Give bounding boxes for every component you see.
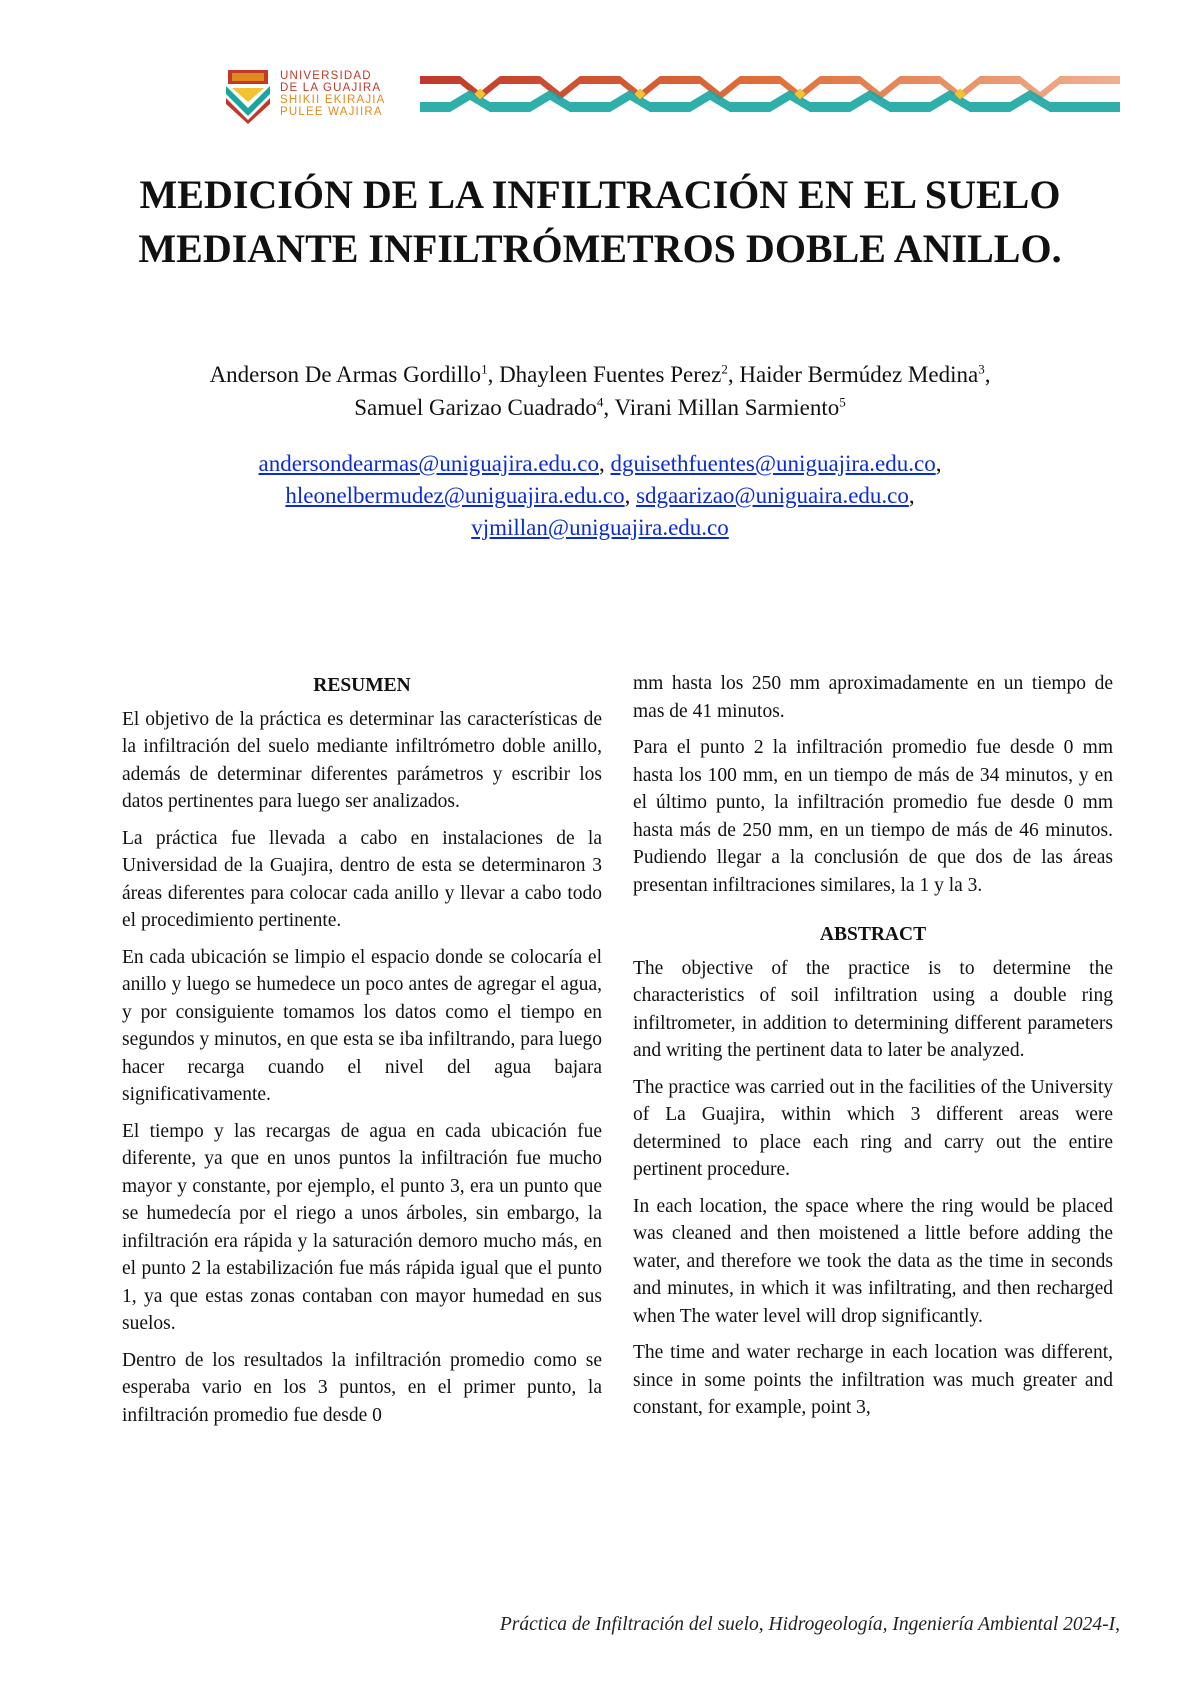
abstract-paragraph: In each location, the space where the ring would be placed was cleaned and then moistened a little before adding the water, and therefore we took the data as the time in seconds and minutes, in which it was infiltrating, and then recharged when The water level will drop significantly.: [633, 1195, 1113, 1327]
resumen-paragraph: Para el punto 2 la infiltración promedio fue desde 0 mm hasta los 100 mm, en un tiempo de más de 34 minutos, y en el último punto, la infiltración promedio fue desde 0 mm hasta más de 250 mm, en un tiempo de más de 46 minutos. Pudiendo llegar a la conclusión de que dos de las áreas presentan infiltraciones similares, la 1 y la 3.: [633, 737, 1113, 896]
author-affiliation: 3: [978, 361, 985, 377]
author-list: [100, 358, 1100, 424]
author-affiliation: 5: [839, 394, 846, 410]
logo-text: [280, 70, 386, 118]
logo-line: SHIKII EKIRAJIA: [280, 94, 386, 106]
resumen-paragraph: Dentro de los resultados la infiltración promedio como se esperaba vario en los 3 puntos, en el primer punto, la infiltración promedio fue desde 0: [122, 1349, 602, 1426]
logo-line: UNIVERSIDAD: [280, 70, 372, 82]
author-name: Dhayleen Fuentes Perez: [499, 362, 722, 387]
separator: ,: [908, 483, 915, 508]
separator: ,: [603, 395, 615, 420]
left-column: [122, 672, 602, 1438]
separator: ,: [624, 483, 637, 508]
author-name: Virani Millan Sarmiento: [614, 395, 840, 420]
page-footer: Práctica de Infiltración del suelo, Hidrogeología, Ingeniería Ambiental 2024-I,: [499, 1614, 1120, 1635]
resumen-paragraph: El objetivo de la práctica es determinar las características de la infiltración del suelo mediante infiltrómetro doble anillo, además de determinar diferentes parámetros y escribir los datos pertinentes para luego ser analizados.: [122, 708, 602, 812]
email-link[interactable]: vjmillan@uniguajira.edu.co: [471, 515, 729, 540]
resumen-heading: RESUMEN: [313, 675, 411, 696]
email-link[interactable]: dguisethfuentes@uniguajira.edu.co: [610, 451, 936, 476]
resumen-paragraph: mm hasta los 250 mm aproximadamente en un tiempo de mas de 41 minutos.: [633, 673, 1113, 722]
resumen-paragraph: En cada ubicación se limpio el espacio donde se colocaría el anillo y luego se humedece un poco antes de agregar el agua, y por consiguiente tomamos los datos como el tiempo en segundos y minutos, en que esta se iba infiltrando, para luego hacer recarga cuando el nivel del agua bajara significativamente.: [122, 946, 602, 1105]
email-link[interactable]: sdgaarizao@uniguaira.edu.co: [636, 483, 909, 508]
paper-title: MEDICIÓN DE LA INFILTRACIÓN EN EL SUELO MEDIANTE INFILTRÓMETROS DOBLE ANILLO.: [138, 172, 1062, 271]
abstract-paragraph: The objective of the practice is to determine the characteristics of soil infiltration using a double ring infiltrometer, in addition to determining different parameters and writing the pertinent data to later be analyzed.: [633, 957, 1113, 1061]
separator: ,: [487, 362, 500, 387]
university-logo: [222, 68, 412, 124]
author-name: Haider Bermúdez Medina: [739, 362, 979, 387]
email-list: [100, 448, 1100, 544]
abstract-paragraph: The time and water recharge in each location was different, since in some points the infiltration was much greater and constant, for example, point 3,: [633, 1342, 1113, 1418]
abstract-paragraph: The practice was carried out in the facilities of the University of La Guajira, within which 3 different areas were determined to place each ring and carry out the entire pertinent procedure.: [633, 1076, 1113, 1180]
author-affiliation: 2: [721, 361, 728, 377]
email-link[interactable]: hleonelbermudez@uniguajira.edu.co: [285, 483, 625, 508]
university-crest-icon: [222, 68, 274, 124]
author-name: Anderson De Armas Gordillo: [209, 362, 482, 387]
separator: ,: [727, 362, 740, 387]
right-column: [633, 670, 1113, 1431]
logo-line: DE LA GUAJIRA: [280, 82, 382, 94]
wayuu-pattern-icon: [420, 72, 1120, 120]
author-affiliation: 4: [596, 394, 604, 410]
author-affiliation: 1: [481, 361, 488, 377]
separator: ,: [984, 362, 991, 387]
email-link[interactable]: andersondearmas@uniguajira.edu.co: [258, 451, 600, 476]
separator: ,: [935, 451, 942, 476]
resumen-paragraph: La práctica fue llevada a cabo en instalaciones de la Universidad de la Guajira, dentro de esta se determinaron 3 áreas diferentes para colocar cada anillo y llevar a cabo todo el procedimiento pertinente.: [122, 827, 602, 931]
author-name: Samuel Garizao Cuadrado: [354, 395, 597, 420]
resumen-paragraph: El tiempo y las recargas de agua en cada ubicación fue diferente, ya que en unos puntos la infiltración fue mucho mayor y constante, por ejemplo, el punto 3, era un punto que se humedecía por el riego a unos árboles, sin embargo, la infiltración era rápida y la saturación demoro mucho más, en el punto 2 la estabilización fue más rápida igual que el punto 1, ya que estas zonas contaban con mayor humedad en sus suelos.: [122, 1120, 602, 1334]
logo-line: PULEE WAJIIRA: [280, 106, 383, 118]
separator: ,: [599, 451, 611, 476]
abstract-heading: ABSTRACT: [819, 924, 927, 945]
